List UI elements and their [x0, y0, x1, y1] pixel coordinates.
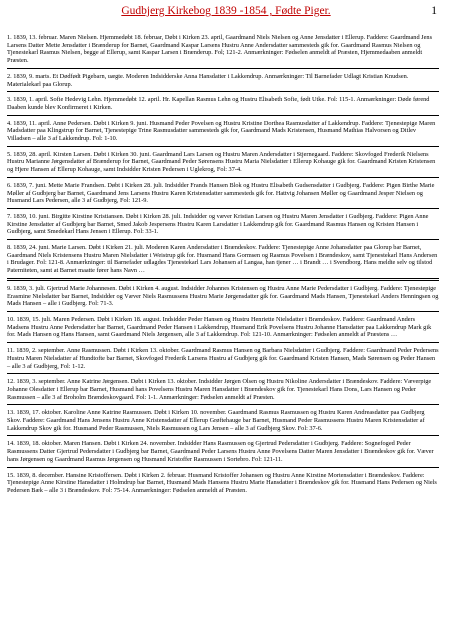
- list-item: 15. 1839, 8. december. Hansine Kristoffersen. Døbt i Kirken 2. februar. Husmand Kristoffer Johansen og Hustru Anne Kirstine Mortensdatter i Brændeskov. Faddere: Tjenestepige Anne Kirstine Hansdatter i Holmdrup bar Barnet, Husmand Mads Hansens Hustru Marie Hansdatter i Brændeskov gik for. Husmand Hans Pedersen og Niels Pedersen Bæk – alle 3 i Brændeskov. Fol: 75-14. Anmærkninger: Fødselen anmeldt af Præsten.: [7, 471, 437, 494]
- list-item: 13. 1839, 17. oktober. Karoline Anne Katrine Rasmussen. Døbt i Kirken 10. november. Gaardmand Rasmus Rasmussen og Hustru Karen Andreasdatter paa Gudbjerg Skov. Faddere: Gaardmand Hans Jensens Hustru Anne Kristensdatter af Ellerup Grøftehauge bar Barnet, Husmand Peder Rasmussens Hustru Maren Kristensdatter af Lakkendrup Skov gik for. Husmand Peder Rasmussen, Niels Rasmussen og Lars Jensen – alle 3 af Gudbjerg Skov. Fol: 37-6.: [7, 409, 425, 432]
- divider: [7, 311, 439, 312]
- list-item: 14. 1839, 18. oktober. Maren Hansen. Døbt i Kirken 24. november. Indsidder Hans Rasmussen og Gjertrud Pedersdatter i Gudbjerg. Faddere: Sognefoged Peder Rasmussens Datter Gjertrud Pedersdatter i Gudbjerg bar Barnet, Gaardmand Peder Larsens Hustru Anne Povelsens Datter Maren Jensdatter i Brændeskov gik for. Væver hans Jørgensen og Gaardmand Rasmus Jørgensen og Husmand Kristoffer Rasmussen i Sortebro. Fol: 121-11.: [7, 440, 434, 463]
- divider: [7, 239, 439, 240]
- entry-list: [7, 34, 439, 498]
- page-number: 1: [431, 5, 437, 17]
- list-item: 12. 1839, 3. september. Anne Katrine Jørgensen. Døbt i Kirken 13. oktober. Indsidder Jørgen Olsen og Hustru Nikoline Andersdatter i Brændeskov. Faddere: Væverpige Johanne Olesdatter i Ellerup bar Barnet, Husmand hans Povelsens Hustru Maren Hansdatter i Brændeskov gik for. Tjenestekarl Hans Dons, Lars Hansen og Peder Rasmussen – alle 3 af Broholm Brændeskovgaard. Fol: 1-1. Anmærkninger: Fødselen anmeldt af Præsten.: [7, 378, 432, 401]
- divider: [7, 208, 439, 209]
- divider: [7, 404, 439, 405]
- page-title: Gudbjerg Kirkebog 1839 -1854 , Fødte Piger.: [121, 5, 331, 17]
- divider: [7, 278, 439, 281]
- list-item: 5. 1839, 28. april. Kirsten Larsen. Døbt i Kirken 30. juni. Gaardmand Lars Larsen og Hustru Maren Andersdatter i Stjernegaard. Faddere: Skovfoged Frederik Nielsens Hustru Marianne Jørgensdatter af Brænderup for Barnet, Gaardmand Peder Sørensens Hustru Maria Nielsdatter i Ellerup Kohauge gik for. Gaardmand Kristen Kristensen og Hjere Hansen af Ellerup Kohauge, samt Indsidder Kristen Pedersen i Uglekrog, Fol: 37-4.: [7, 150, 436, 174]
- divider: [7, 177, 439, 178]
- divider: [7, 373, 439, 374]
- divider: [7, 467, 439, 468]
- divider: [7, 115, 439, 116]
- list-item: 4. 1839, 11. april. Anne Pedersen. Døbt i Kirken 9. juni. Husmand Peder Povelsen og Hustru Kristine Dorthea Rasmusdatter af Lakkendrup. Faddere: Tjenestepige Maren Madsdatter paa Klingstrup for Barnet, Tjenestepige Trine Rasmusdatter sammesteds gik for, Gaardmand Mads Kristensen, Husmand Mathias Halvorsen og Ditlev Villadsen – alle 3 af Lakkendrup. Fol: 1-10.: [7, 119, 436, 143]
- list-item: 8. 1839, 24. juni. Marie Larsen. Døbt i Kirken 21. juli. Moderen Karen Andersdatter i Brændeskov. Faddere: Tjenestepige Anne Johansdatter paa Glorup bar Barnet, Gaardmand Niels Kristensens Hustru Maren Nielsdatter i Weistrup gik for. Husmand Hans Gormsen og Rasmus Povelsen i Brændeskov, samt Tjenestekarl Hans Andersen i Brudager. Fol: 121-8. Anmærkninger: til Barnefader udlagdes Tjenestekarl Lars Johansen af Langaa, han tjener … i Brandt … i Svendborg. Hans meldte selv og tilstod Paterniteten, samt at Barnet maatte fører hans Navn …: [7, 244, 438, 275]
- divider: [7, 146, 439, 147]
- list-item: 10. 1839, 15. juli. Maren Pedersen. Døbt i Kirken 18. august. Indsidder Peder Hansen og Hustru Henriette Nielsdatter i Brændeskov. Faddere: Gaardmand Anders Madsens Hustru Anne Pedersdatter bar Barnet, Gaardmand Peder Hansen i Lakkendrup, Husmand Erik Povelsens Hustru Johanne Hansdatter paa Lakkendrup Mark gik for. Mads Hansen og Hans Hansen, samt Gaardmand Niels Jørgensen, alle 3 af Lakkendrup. Fol: 121-10. Anmærkninger: Fødselen anmeldt af Præstens …: [7, 315, 432, 339]
- list-item: 11. 1839, 2. september. Anne Rasmussen. Døbt i Kirken 13. oktober. Gaardmand Rasmus Hansen og Barbara Nielsdatter i Gudbjerg. Faddere: Gaardmand Peder Pedersens Hustru Maren Nielsdatter af Hundtofte bar Barnet, Skovfoged Frederik Larsens Hustru af Gudbjerg gik for. Gaardmand Kristen Hansen, Mads Sørensen og Peder Hansen – alle 3 af Gudbjerg, Fol: 1-12.: [7, 347, 439, 370]
- list-item: 7. 1839, 10. juni. Birgitte Kirstine Kristiansen. Døbt i Kirken 28. juli. Indsidder og væver Kristian Larsen og Hustru Maren Jensdatter i Gudbjerg. Faddere: Pigen Anne Kirstine Jensdatter af Gudbjerg bar Barnet, Smed Jakob Jespersens Hustru Karen Larsdatter i Lakkendrup gik for. Gaardmand Rasmus Hansen og Kristen Hansen i Gudbjerg, samt Smedekarl Hans Jensen i Ellerup. Fol: 33-1.: [7, 212, 429, 236]
- divider: [7, 342, 439, 343]
- list-item: 9. 1839, 3. juli. Gjertrud Marie Johannesen. Døbt i Kirken 4. august. Indsidder Johannes Kristensen og Hustru Anne Marie Pedersdatter i Gudbjerg. Faddere: Tjenestepige Erasmine Nielsdatter bar Barnet, Indsidder og Væver Niels Rasmussens Hustru Marie Jørgensdatter gik for. Gaardmand Mads Hansen, Tjenestekarl Anders Henningsen og Mads Hansen – alle i Gudbjerg. Fol: 71-3.: [7, 284, 439, 308]
- divider: [7, 68, 439, 69]
- list-item: 2. 1839, 9. marts. Et Dødfødt Pigebarn, uægte. Moderen Indsidderske Anna Hansdatter i Lakkendrup. Anmærkninger: Til Barnefader Udlagt Kristian Knudsen. Materialekarl paa Glorup.: [7, 72, 409, 88]
- divider: [7, 435, 439, 436]
- divider: [7, 91, 439, 92]
- page-header: [0, 5, 452, 27]
- list-item: 6. 1839, 7. juni. Mette Marie Frandsen. Døbt i Kirken 28. juli. Indsidder Frands Hansen Blok og Hustru Elisabeth Gudsensdatter i Gudbjerg. Faddere: Pigen Birthe Marie Møller af Gudbjerg bar Barnet, Gaardmand Jens Larsens Hustru Karen Kristensdatter sammesteds gik for. Hattvig Johansen Møller og Gaardmand Jesper Nielsen og Husmand Lars Pedersen, alle 3 af Gudbjerg, Fol: 121-9.: [7, 181, 435, 205]
- list-item: 1. 1839, 13. februar. Maren Nielsen. Hjemmedøbt 18. februar, Døbt i Kirken 23. april, Gaardmand Niels Nielsen og Anne Jensdatter i Ellerup. Faddere: Gaardmand Jens Larsens Datter Mette Jensdatter i Brænderup for Barnet, Gaardmand Kaspar Larsens Hustru Anne Andersdatter sammesteds gik for. Gaardmand Rasmus Nielsen og Tjenestekarl Rasmus Nielsen, begge af Ellerup, samt Kaspar Larsen i Brænderup. Fol; 121-2. Anmærkninger: Fødselen anmeldt af Præsten, Hjemmedaaben anmeldt Præsten.: [7, 34, 433, 65]
- list-item: 3. 1839, 1. april. Sofie Hedevig Lehn. Hjemmedøbt 12. april. Hr. Kapellan Rasmus Lehn og Hustru Elisabeth Sofie, født Utke. Fol: 115-1. Anmærkninger: Døde førend Daaben kunde blev Konfirmeret i Kirken.: [7, 96, 430, 111]
